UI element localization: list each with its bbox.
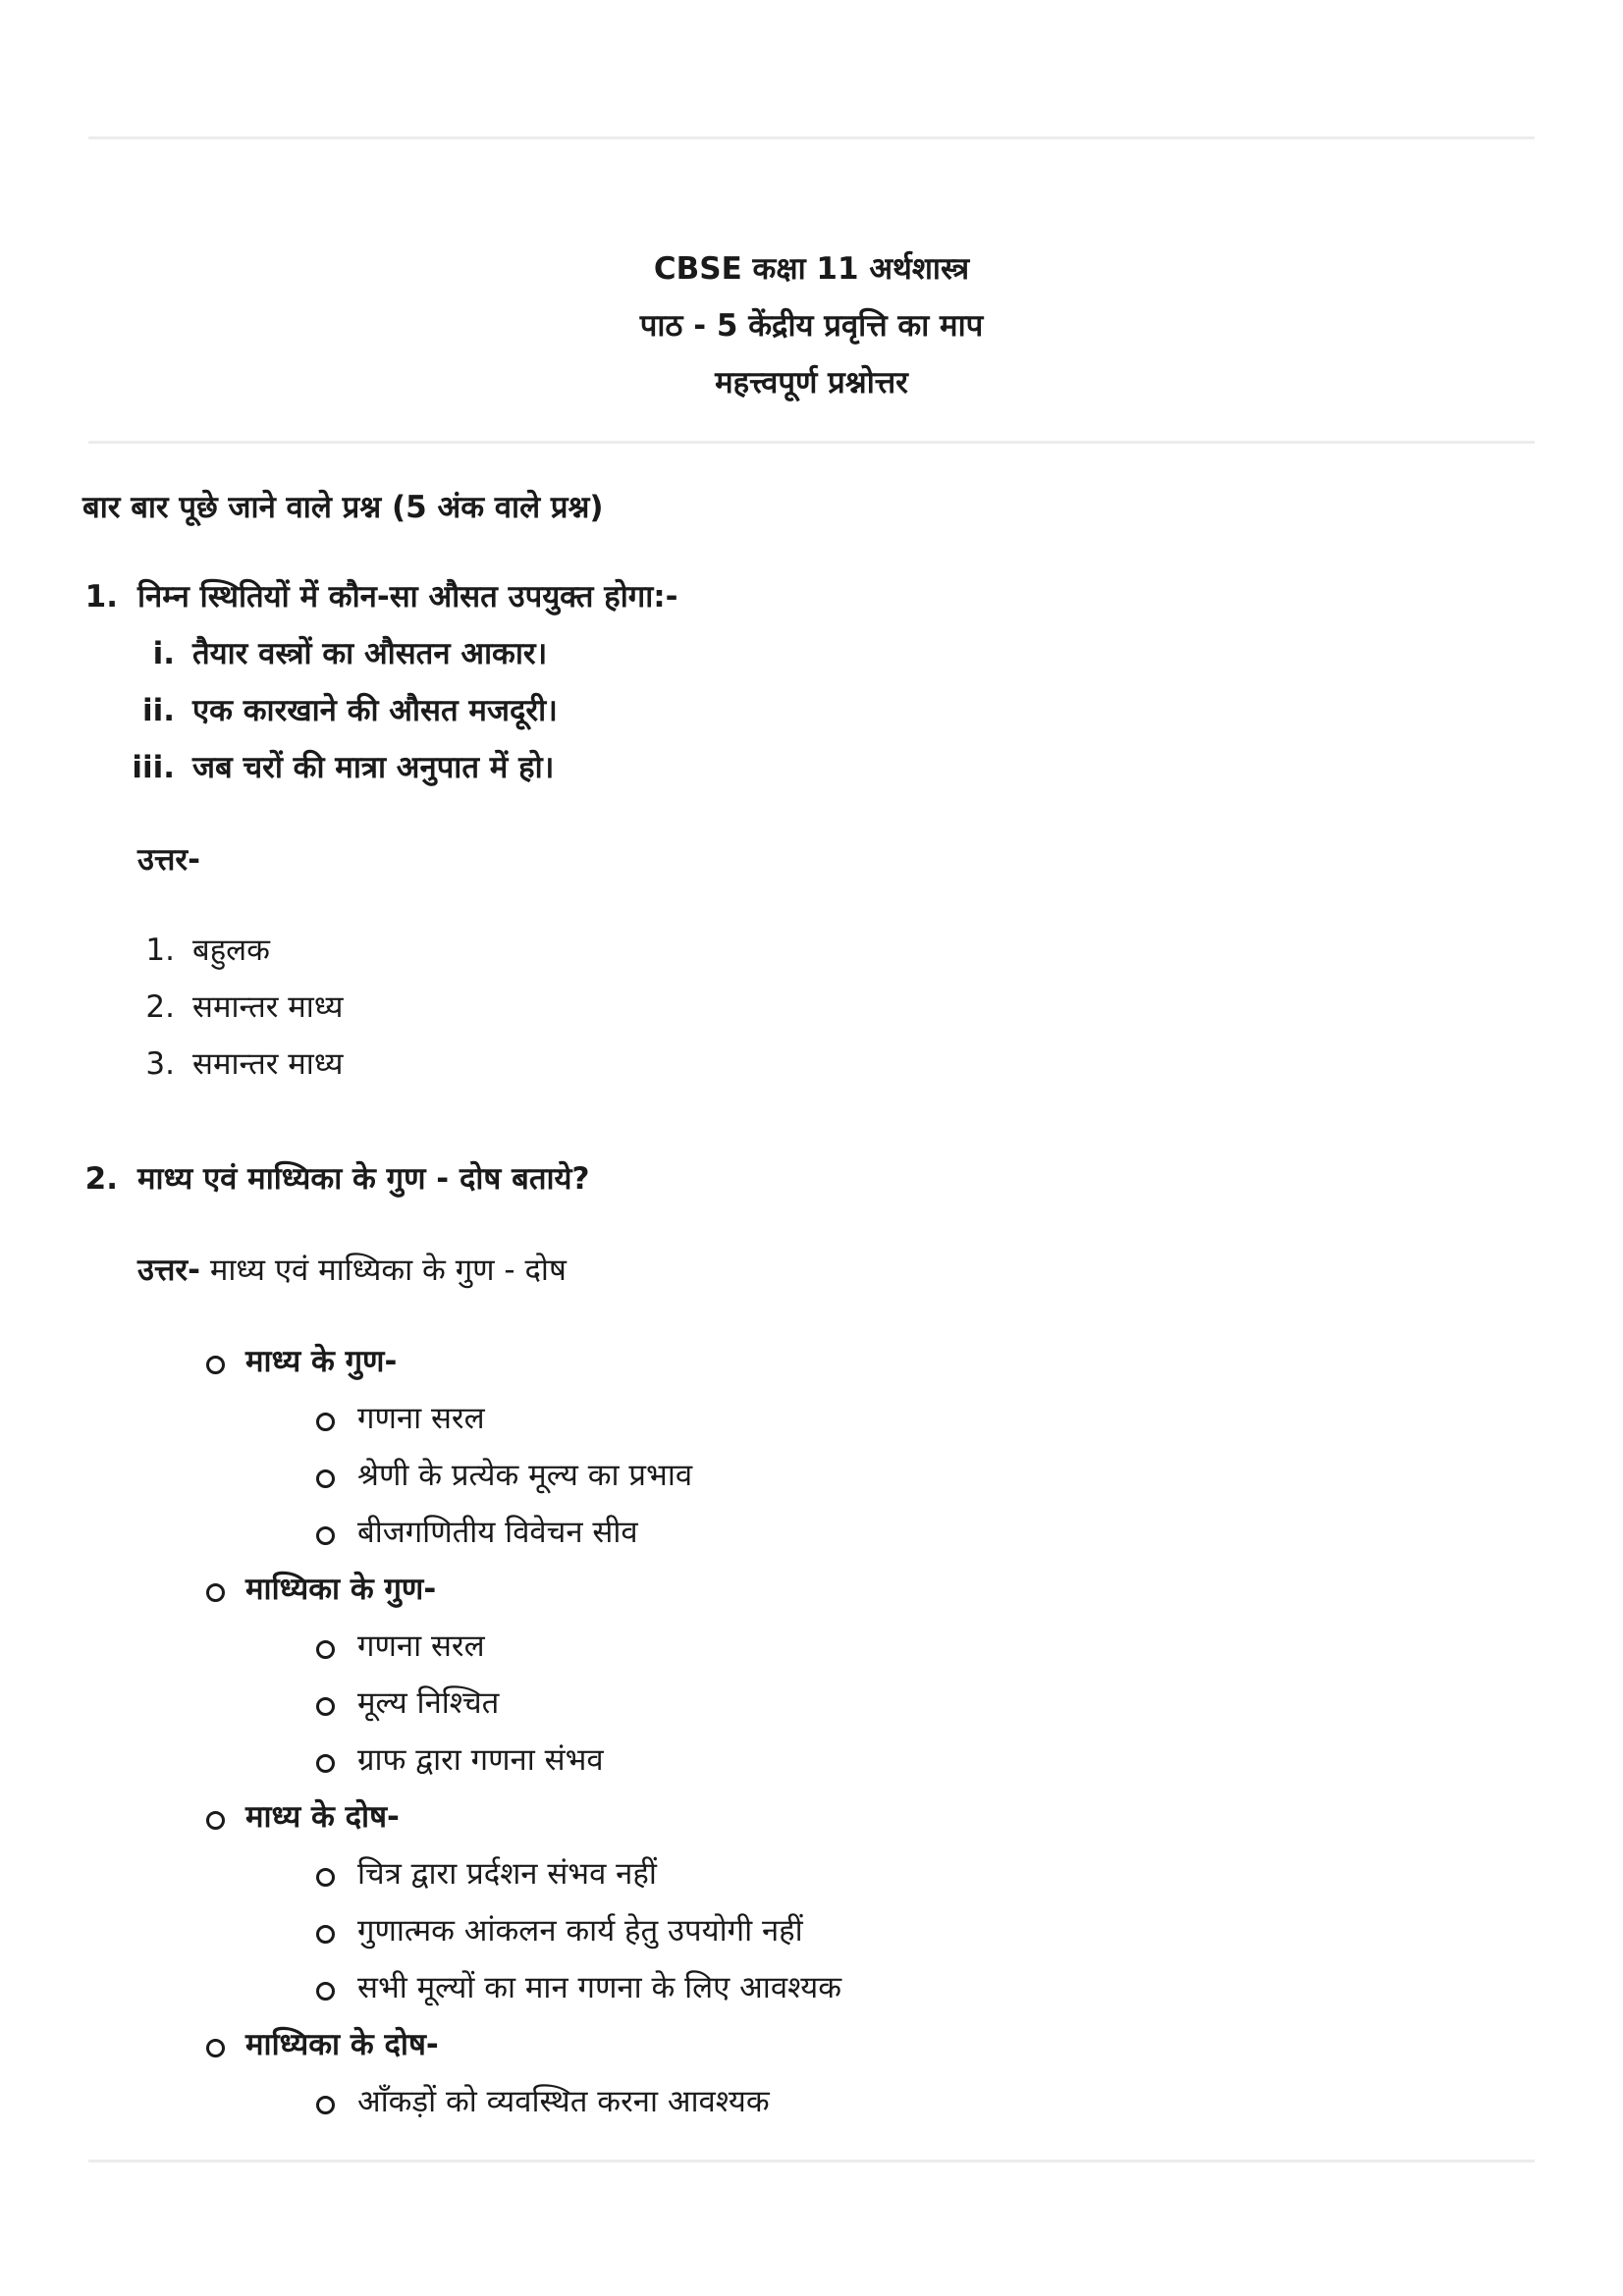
group-item: मूल्य निश्चित: [357, 1685, 500, 1721]
answer-item: समान्तर माध्य: [192, 989, 344, 1025]
question-text: माध्य एवं माध्यिका के गुण - दोष बताये?: [137, 1161, 590, 1197]
header-title: CBSE कक्षा 11 अर्थशास्त्र: [653, 251, 970, 287]
group-title: माध्य के गुण-: [245, 1344, 398, 1379]
answer-item: बहुलक: [192, 933, 270, 968]
list-item: एक कारखाने की औसत मजदूरी।: [192, 693, 558, 728]
bullet-icon: [316, 1413, 335, 1431]
group-item: गणना सरल: [357, 1401, 485, 1436]
bullet-icon: [316, 1754, 335, 1773]
bullet-icon: [316, 1526, 335, 1545]
bullet-icon: [206, 2039, 225, 2057]
list-item-number: ii.: [141, 693, 175, 728]
group-item: सभी मूल्यों का मान गणना के लिए आवश्यक: [357, 1970, 842, 2005]
answer-number: 1.: [145, 933, 175, 968]
answer-label: उत्तर-: [137, 842, 200, 878]
bullet-icon: [316, 1640, 335, 1659]
group-item: श्रेणी के प्रत्येक मूल्य का प्रभाव: [357, 1458, 693, 1493]
list-item: जब चरों की मात्रा अनुपात में हो।: [192, 750, 555, 785]
bullet-icon: [206, 1811, 225, 1830]
list-item-number: i.: [152, 636, 175, 671]
bullet-icon: [316, 1925, 335, 1944]
group-title: माध्य के दोष-: [245, 1799, 400, 1835]
bottom-divider: [88, 2160, 1535, 2163]
answer-line: [137, 1251, 567, 1290]
group-item: गणना सरल: [357, 1629, 485, 1664]
question-number: 1.: [84, 579, 118, 614]
bullet-icon: [206, 1583, 225, 1602]
top-divider: [88, 136, 1535, 139]
page-header: [0, 240, 1623, 411]
answer-number: 2.: [145, 989, 175, 1025]
group-title: माध्यिका के दोष-: [245, 2027, 439, 2062]
answer-item: समान्तर माध्य: [192, 1046, 344, 1082]
group-title: माध्यिका के गुण-: [245, 1572, 437, 1607]
group-item: ग्राफ द्वारा गणना संभव: [357, 1742, 604, 1778]
answer-label: उत्तर-: [137, 1253, 200, 1288]
bullet-icon: [316, 1982, 335, 2001]
question-number: 2.: [84, 1161, 118, 1197]
group-item: गुणात्मक आंकलन कार्य हेतु उपयोगी नहीं: [357, 1913, 803, 1949]
list-item-number: iii.: [132, 750, 175, 785]
bullet-icon: [316, 1469, 335, 1488]
answer-number: 3.: [145, 1046, 175, 1082]
list-item: तैयार वस्त्रों का औसतन आकार।: [192, 636, 548, 671]
group-item: आँकड़ों को व्यवस्थित करना आवश्यक: [357, 2084, 770, 2119]
header-chapter: पाठ - 5 केंद्रीय प्रवृत्ति का माप: [639, 308, 984, 344]
header-subtitle: महत्त्वपूर्ण प्रश्नोत्तर: [715, 365, 908, 400]
group-item: चित्र द्वारा प्रर्दशन संभव नहीं: [357, 1856, 657, 1892]
answer-text: माध्य एवं माध्यिका के गुण - दोष: [199, 1253, 567, 1288]
section-title: बार बार पूछे जाने वाले प्रश्न (5 अंक वाले प्रश्न): [82, 490, 604, 525]
bullet-icon: [316, 1697, 335, 1716]
header-divider: [88, 441, 1535, 444]
bullet-icon: [316, 2096, 335, 2114]
bullet-icon: [316, 1868, 335, 1887]
group-item: बीजगणितीय विवेचन सीव: [357, 1515, 638, 1550]
question-text: निम्न स्थितियों में कौन-सा औसत उपयुक्त होगा:-: [137, 579, 678, 614]
bullet-icon: [206, 1356, 225, 1374]
